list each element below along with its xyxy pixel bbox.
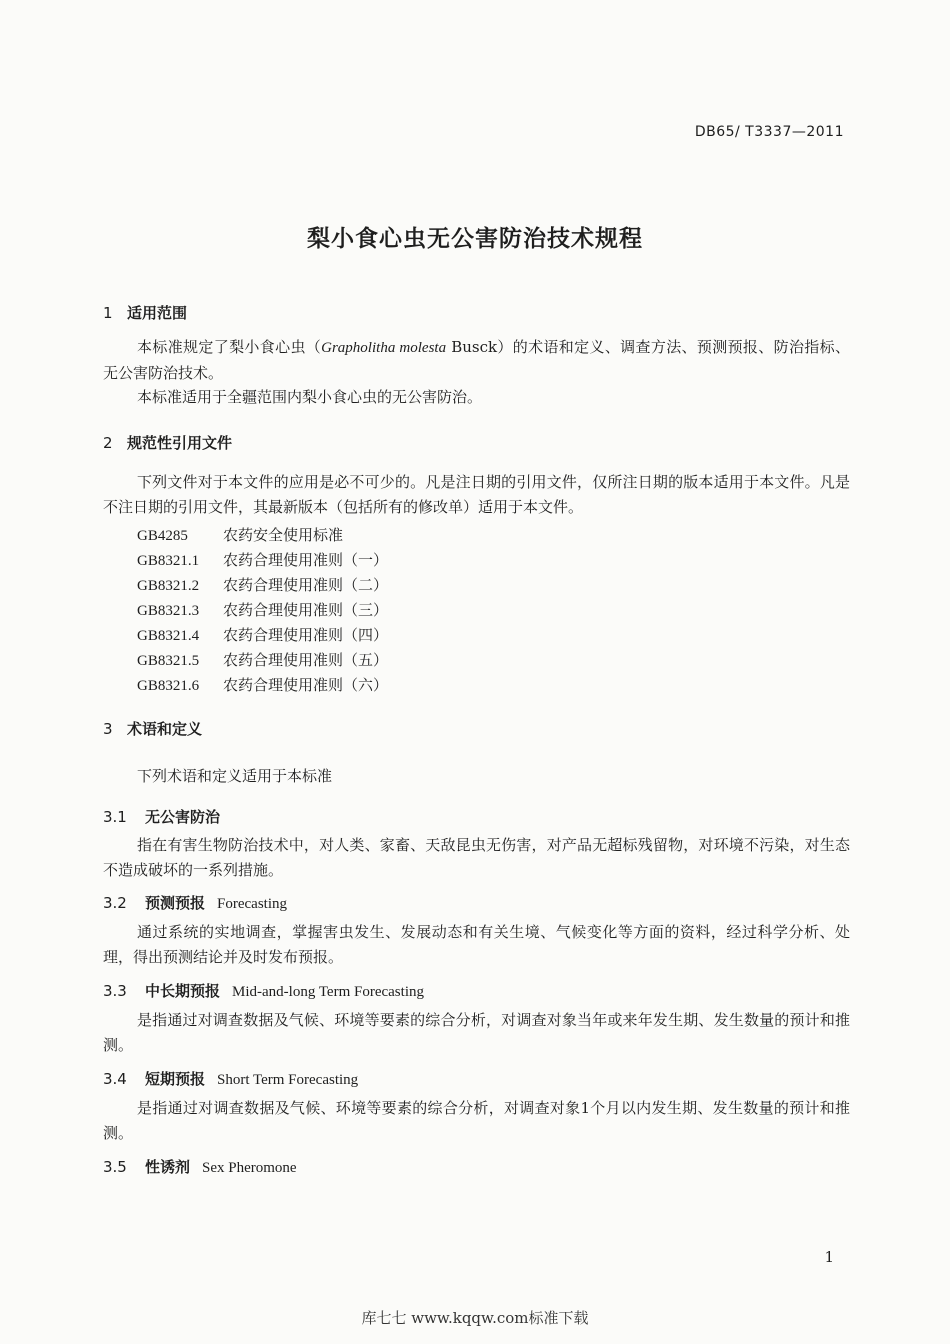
reference-code: GB8321.4 — [137, 628, 200, 644]
term-title: 预测预报 — [145, 894, 206, 912]
term-english: Short Term Forecasting — [217, 1072, 359, 1088]
reference-item — [137, 524, 343, 545]
footer-watermark[interactable]: 库七七 www.kqqw.com标准下载 — [361, 1309, 589, 1327]
term-3-3-heading — [103, 980, 424, 1001]
reference-item — [137, 599, 388, 620]
section-2-paragraph-1: 下列文件对于本文件的应用是必不可少的。凡是注日期的引用文件，仅所注日期的版本适用于本文件。凡是不注日期的引用文件，其最新版本（包括所有的修改单）适用于本文件。 — [103, 473, 850, 516]
reference-title: 农药合理使用准则（五） — [223, 651, 389, 669]
section-1-paragraph-1 — [103, 335, 850, 386]
term-3-5-heading — [103, 1156, 297, 1177]
reference-title: 农药合理使用准则（一） — [223, 551, 389, 569]
section-number: 2 — [103, 434, 113, 452]
reference-title: 农药合理使用准则（六） — [223, 676, 389, 694]
term-3-4-heading — [103, 1068, 358, 1089]
reference-code: GB8321.1 — [137, 553, 200, 569]
term-3-1-heading — [103, 806, 220, 827]
reference-item — [137, 649, 388, 670]
latin-name: Grapholitha molesta — [321, 340, 447, 356]
reference-code: GB8321.5 — [137, 653, 200, 669]
reference-title: 农药合理使用准则（四） — [223, 626, 389, 644]
term-english: Mid-and-long Term Forecasting — [232, 984, 424, 1000]
term-title: 短期预报 — [145, 1070, 206, 1088]
term-number: 3.3 — [103, 982, 127, 1000]
section-title: 术语和定义 — [127, 720, 203, 738]
reference-code: GB8321.6 — [137, 678, 200, 694]
section-3-paragraph-1: 下列术语和定义适用于本标准 — [137, 767, 333, 785]
term-title: 性诱剂 — [145, 1158, 191, 1176]
reference-item — [137, 549, 388, 570]
term-3-1-definition: 指在有害生物防治技术中，对人类、家畜、天敌昆虫无伤害，对产品无超标残留物，对环境不污染，对生态不造成破坏的一系列措施。 — [103, 836, 850, 879]
text-run: Busck）的术语和定义、调查方法、预测预报、防治指标、无公害防治技术。 — [103, 338, 850, 382]
term-title: 中长期预报 — [145, 982, 221, 1000]
term-3-4-definition: 是指通过对调查数据及气候、环境等要素的综合分析，对调查对象1个月以内发生期、发生数量的预计和推测。 — [103, 1099, 850, 1142]
term-number: 3.1 — [103, 808, 127, 826]
reference-title: 农药安全使用标准 — [223, 526, 344, 544]
term-number: 3.5 — [103, 1158, 127, 1176]
document-number: DB65/ T3337—2011 — [694, 124, 844, 140]
section-3-heading — [103, 718, 202, 739]
section-number: 3 — [103, 720, 113, 738]
reference-code: GB8321.2 — [137, 578, 200, 594]
page-title: 梨小食心虫无公害防治技术规程 — [307, 226, 643, 252]
reference-code: GB8321.3 — [137, 603, 200, 619]
reference-item — [137, 574, 388, 595]
section-number: 1 — [103, 304, 113, 322]
term-number: 3.2 — [103, 894, 127, 912]
reference-item — [137, 624, 388, 645]
section-2-heading — [103, 432, 232, 453]
section-1-heading — [103, 302, 187, 323]
page-number: 1 — [824, 1248, 834, 1266]
term-title: 无公害防治 — [145, 808, 221, 826]
reference-title: 农药合理使用准则（三） — [223, 601, 389, 619]
term-3-2-heading — [103, 892, 287, 913]
term-3-2-definition: 通过系统的实地调查，掌握害虫发生、发展动态和有关生境、气候变化等方面的资料，经过科学分析、处理，得出预测结论并及时发布预报。 — [103, 923, 850, 966]
section-title: 规范性引用文件 — [127, 434, 233, 452]
text-run: 本标准规定了梨小食心虫（ — [137, 338, 322, 356]
term-english: Sex Pheromone — [202, 1160, 297, 1176]
term-english: Forecasting — [217, 896, 287, 912]
term-3-3-definition: 是指通过对调查数据及气候、环境等要素的综合分析，对调查对象当年或来年发生期、发生数量的预计和推测。 — [103, 1011, 850, 1054]
term-number: 3.4 — [103, 1070, 127, 1088]
reference-item — [137, 674, 388, 695]
section-1-paragraph-2: 本标准适用于全疆范围内梨小食心虫的无公害防治。 — [137, 388, 483, 406]
section-title: 适用范围 — [127, 304, 188, 322]
reference-code: GB4285 — [137, 528, 188, 544]
reference-title: 农药合理使用准则（二） — [223, 576, 389, 594]
